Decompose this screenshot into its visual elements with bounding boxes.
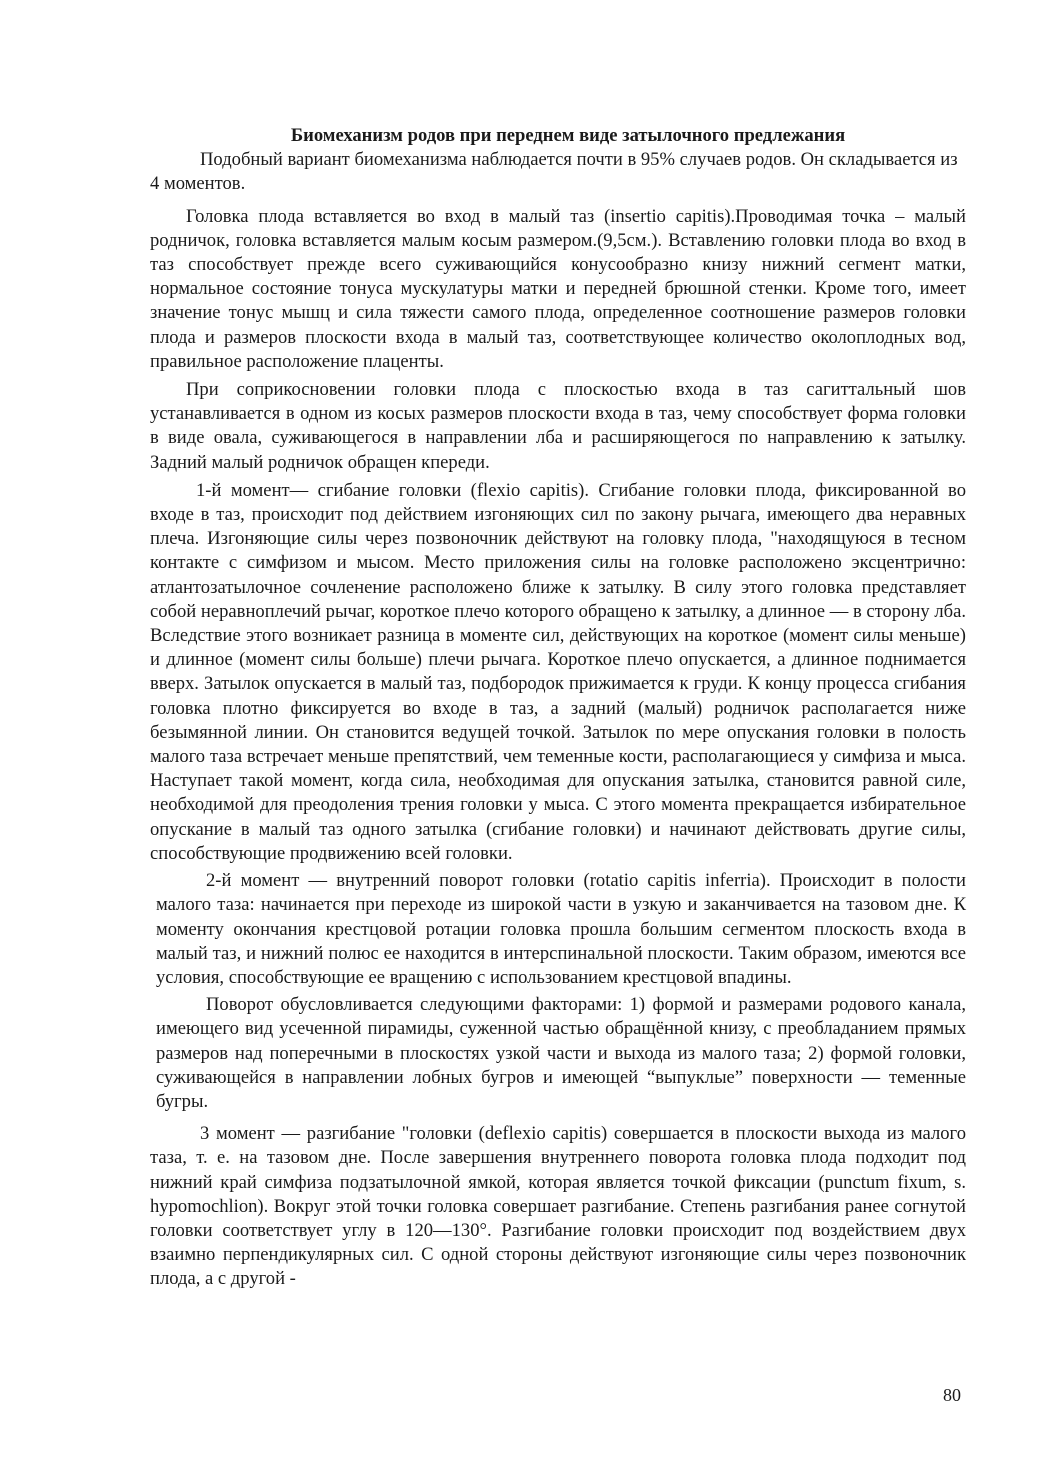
page-number: 80 bbox=[943, 1385, 961, 1405]
paragraph-moment-1: 1-й момент— сгибание головки (flexio capitis). Сгибание головки плода, фиксированной во входе в таз, происходит под действием изгоняющих сил по закону рычага, имеющего два неравных плеча. Изгоняющие силы через позвоночник действуют на головку плода, "находящуюся в тесном контакте с симфизом и мысом. Место приложения силы на головке расположено эксцентрично: атлантозатылочное сочленение расположено ближе к затылку. В силу этого головка представляет собой неравноплечий рычаг, короткое плечо которого обращено к затылку, а длинное — в сторону лба. Вследствие этого возникает разница в моменте сил, действующих на короткое (момент силы меньше) и длинное (момент силы больше) плечи рычага. Короткое плечо опускается, а длинное поднимается вверх. Затылок опускается в малый таз, подбородок прижимается к груди. К концу процесса сгибания головка плотно фиксируется во входе в таз, а задний (малый) родничок располагается ниже безымянной линии. Он становится ведущей точкой. Затылок по мере опускания головки в полость малого таза встречает меньше препятствий, чем теменные кости, располагающиеся у симфиза и мыса. Наступает такой момент, когда сила, необходимая для опускания затылка, становится равной силе, необходимой для преодоления трения головки у мыса. С этого момента прекращается избирательное опускание в малый таз одного затылка (сгибание головки) и начинают действовать другие силы, способствующие продвижению всей головки. bbox=[150, 479, 966, 864]
paragraph-moment-3: 3 момент — разгибание "головки (deflexio capitis) совершается в плоскости выхода из малого таза, т. е. на тазовом дне. После завершения внутреннего поворота головка плода подходит под нижний край симфиза подзатылочной ямкой, которая является точкой фиксации (punctum fixum, s. hypomochlion). Вокруг этой точки головка совершает разгибание. Степень разгибания ранее согнутой головки соответствует углу в 120—130°. Разгибание головки происходит под воздействием двух взаимно перпендикулярных сил. С одной стороны действуют изгоняющие силы через позвоночник плода, а с другой - bbox=[150, 1123, 966, 1290]
paragraph-intro: Подобный вариант биомеханизма наблюдается почти в 95% случаев родов. Он складывается из 4 моментов. bbox=[150, 149, 958, 195]
paragraph-insertion: Головка плода вставляется во вход в малый таз (insertio capitis).Проводимая точка – малый родничок, головка вставляется малым косым размером.(9,5см.). Вставлению головки плода во вход в таз способствует прежде всего суживающийся конусообразно книзу нижний сегмент матки, нормальное состояние тонуса мускулатуры матки и передней брюшной стенки. Кроме того, имеет значение тонус мышц и сила тяжести самого плода, определенное соотношение размеров головки плода и размеров плоскости входа в малый таз, соответствующее количество околоплодных вод, правильное расположение плаценты. bbox=[150, 205, 966, 372]
paragraph-moment-2: 2-й момент — внутренний поворот головки (rotatio capitis inferria). Происходит в полости малого таза: начинается при переходе из широкой части в узкую и заканчивается на тазовом дне. К моменту окончания крестцовой ротации головка прошла большим сегментом плоскость входа в малый таз, и нижний полюс ее находится в интерспинальной плоскости. Таким образом, имеются все условия, способствующие ее вращению с использованием крестцовой впадины. bbox=[156, 870, 966, 988]
paragraph-rotation-factors: Поворот обусловливается следующими факторами: 1) формой и размерами родового канала, имеющего вид усеченной пирамиды, суженной частью обращённой книзу, с преобладанием прямых размеров над поперечными в плоскостях узкой части и выхода из малого таза; 2) формой головки, суживающейся в направлении лобных бугров и имеющей “выпуклые” поверхности — теменные бугры. bbox=[156, 994, 966, 1112]
paragraph-sagittal-suture: При соприкосновении головки плода с плоскостью входа в таз сагиттальный шов устанавливается в одном из косых размеров плоскости входа в таз, чему способствует форма головки в виде овала, суживающегося в направлении лба и расширяющегося по направлению к затылку. Задний малый родничок обращен кпереди. bbox=[150, 379, 966, 473]
document-page bbox=[150, 124, 966, 1292]
document-title: Биомеханизм родов при переднем виде затылочного предлежания bbox=[290, 125, 846, 146]
